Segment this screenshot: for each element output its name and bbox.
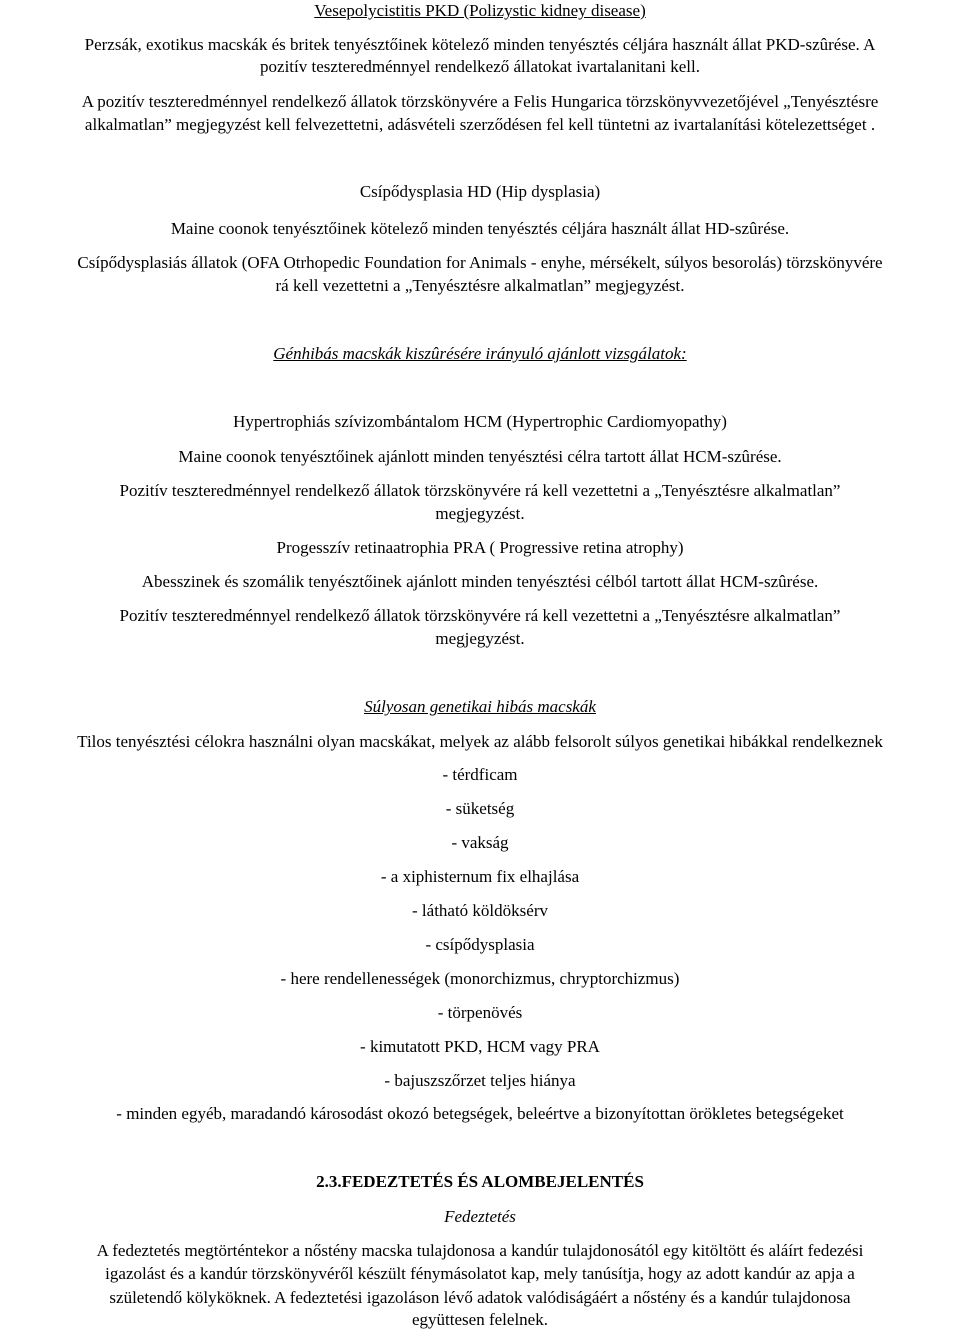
section-2-3-paragraph-line-4: együttesen felelnek. [412, 1310, 548, 1329]
severe-defects-heading: Súlyosan genetikai hibás macskák [364, 697, 596, 716]
defect-list-item: - a xiphisternum fix elhajlása [380, 867, 580, 886]
hd-paragraph-2-line-2: rá kell vezettetni a „Tenyésztésre alkalmatlan” megjegyzést. [275, 276, 685, 295]
defect-list-item: - bajuszszőrzet teljes hiánya [384, 1071, 576, 1090]
defect-list-item: - csípődysplasia [425, 935, 535, 954]
defect-list-item: - térdficam [442, 765, 518, 784]
hd-paragraph-2-line-1: Csípődysplasiás állatok (OFA Otrhopedic Foundation for Animals - enyhe, mérsékelt, súlyos besorolás) törzskönyvére [77, 253, 883, 272]
section-2-3-heading: 2.3.FEDEZTETÉS ÉS ALOMBEJELENTÉS [316, 1172, 644, 1191]
defect-list-item: - látható köldöksérv [412, 901, 548, 920]
section-2-3-paragraph-line-1: A fedeztetés megtörténtekor a nőstény macska tulajdonosa a kandúr tulajdonosától egy kitöltött és aláírt fedezési [96, 1241, 864, 1260]
hcm-paragraph-2-line-2: megjegyzést. [435, 504, 525, 523]
recommended-tests-heading: Génhibás macskák kiszûrésére irányuló ajánlott vizsgálatok: [273, 344, 687, 363]
hcm-title: Hypertrophiás szívizombántalom HCM (Hypertrophic Cardiomyopathy) [233, 412, 727, 431]
section-2-3-paragraph-line-3: születendő kölyköknek. A fedeztetési igazoláson lévő adatok valódiságáért a nőstény és a kandúr tulajdonosa [109, 1288, 851, 1307]
hcm-paragraph-2-line-1: Pozitív teszteredménnyel rendelkező állatok törzskönyvére rá kell vezettetni a „Tenyésztésre alkalmatlan” [119, 481, 841, 500]
defect-list-item: - minden egyéb, maradandó károsodást okozó betegségek, beleértve a bizonyítottan örökletes betegségeket [116, 1104, 844, 1123]
pra-paragraph-2-line-2: megjegyzést. [435, 629, 525, 648]
pkd-paragraph-2-line-1: A pozitív teszteredménnyel rendelkező állatok törzskönyvére a Felis Hungarica törzskönyvvezetőjével „Tenyésztésre [81, 92, 879, 111]
defect-list-item: - here rendellenességek (monorchizmus, chryptorchizmus) [280, 969, 680, 988]
pra-title: Progesszív retinaatrophia PRA ( Progressive retina atrophy) [276, 538, 684, 557]
hd-paragraph-1: Maine coonok tenyésztőinek kötelező minden tenyésztés céljára használt állat HD-szûrése. [170, 219, 790, 238]
pkd-paragraph-2-line-2: alkalmatlan” megjegyzést kell felvezettetni, adásvételi szerződésen fel kell tüntetni az ivartalanítási kötelezettséget . [84, 115, 876, 134]
pra-paragraph-1: Abesszinek és szomálik tenyésztőinek ajánlott minden tenyésztési célból tartott állat HCM-szûrése. [141, 572, 819, 591]
section-2-3-paragraph-line-2: igazolást és a kandúr törzskönyvéről készült fénymásolatot kap, mely tanúsítja, hogy az adott kandúr az apja a [105, 1264, 855, 1283]
pkd-title: Vesepolycistitis PKD (Polizystic kidney disease) [314, 1, 646, 20]
pkd-paragraph-1-line-1: Perzsák, exotikus macskák és britek tenyésztőinek kötelező minden tenyésztés céljára használt állat PKD-szûrése. A [84, 35, 876, 54]
defect-list-item: - kimutatott PKD, HCM vagy PRA [360, 1037, 600, 1056]
defect-list-item: - vakság [451, 833, 509, 852]
defect-list-item: - süketség [445, 799, 515, 818]
defect-list-item: - törpenövés [437, 1003, 523, 1022]
hd-title: Csípődysplasia HD (Hip dysplasia) [359, 182, 601, 201]
severe-defects-intro: Tilos tenyésztési célokra használni olyan macskákat, melyek az alább felsorolt súlyos genetikai hibákkal rendelkeznek [77, 732, 883, 751]
pkd-paragraph-1-line-2: pozitív teszteredménnyel rendelkező állatokat ivartalanitani kell. [260, 57, 700, 76]
hcm-paragraph-1: Maine coonok tenyésztőinek ajánlott minden tenyésztési célra tartott állat HCM-szûrése. [178, 447, 782, 466]
section-2-3-subheading: Fedeztetés [444, 1207, 516, 1226]
pra-paragraph-2-line-1: Pozitív teszteredménnyel rendelkező állatok törzskönyvére rá kell vezettetni a „Tenyésztésre alkalmatlan” [119, 606, 841, 625]
